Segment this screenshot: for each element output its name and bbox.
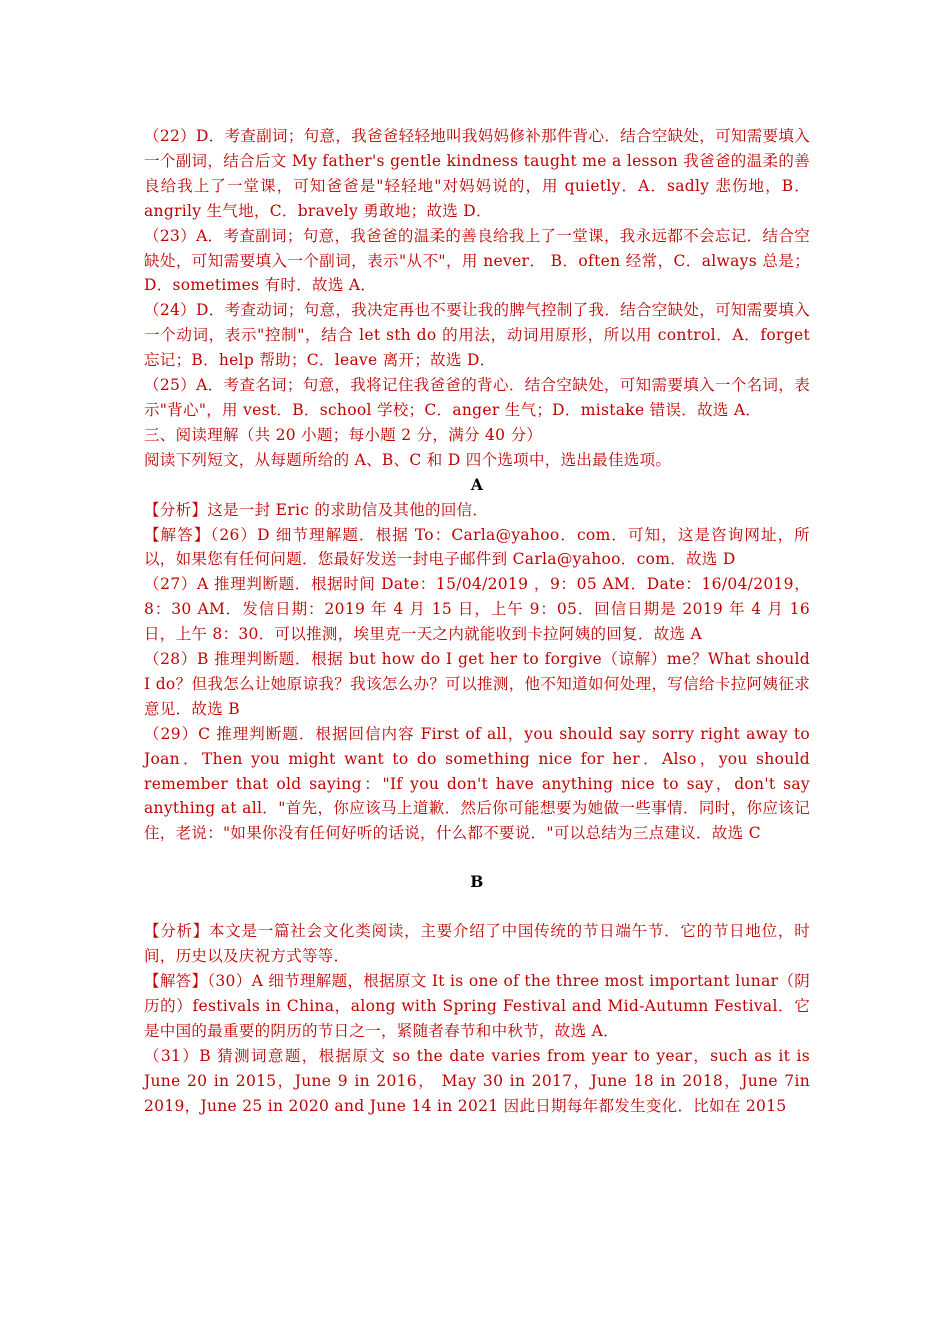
- section-heading: 三、阅读理解（共 20 小题；每小题 2 分，满分 40 分）: [144, 425, 543, 444]
- analysis-b: 【分析】本文是一篇社会文化类阅读，主要介绍了中国传统的节日端午节．它的节日地位，时间，历史以及庆祝方式等等．: [144, 922, 810, 966]
- answer-27: （27）A 推理判断题．根据时间 Date：15/04/2019 ，9：05 AM．Date：16/04/2019，8：30 AM．发信日期：2019 年 4 月 15 日，上午 9：05．回信日期是 2019 年 4 月 16 日，上午 8：30．可以推测，埃里克一天之内就能收到卡拉阿姨的回复．故选 A: [144, 575, 810, 644]
- answer-24: （24）D．考查动词；句意，我决定再也不要让我的脾气控制了我．结合空缺处，可知需要填入一个动词，表示"控制"，结合 let sth do 的用法，动词用原形，所以用 control．A．forget 忘记；B．help 帮助；C．leave 离开；故选 D．: [144, 301, 810, 370]
- section-instruction: 阅读下列短文，从每题所给的 A、B、C 和 D 四个选项中，选出最佳选项。: [144, 450, 672, 469]
- answer-28: （28）B 推理判断题．根据 but how do I get her to forgive（谅解）me？What should I do？但我怎么让她原谅我？我该怎么办？可以推测，他不知道如何处理，写信给卡拉阿姨征求意见．故选 B: [144, 650, 810, 718]
- answer-29: （29）C 推理判断题．根据回信内容 First of all，you should say sorry right away to Joan．Then you might want to do something nice for her．Also，you should remember that old saying："If you don't have anything nice to say，don't say anything at all．"首先，你应该马上道歉．然后你可能想要为她做一些事情．同时，你应该记住，老说："如果你没有任何好听的话说，什么都不要说．"可以总结为三点建议．故选 C: [144, 724, 810, 843]
- answer-30: 【解答】（30）A 细节理解题，根据原文 It is one of the three most important lunar（阴历的）festivals in China，along with Spring Festival and Mid-Autumn Festival．它是中国的最重要的阴历的节日之一，紧随者春节和中秋节，故选 A．: [144, 972, 810, 1040]
- passage-b-heading: B: [470, 872, 484, 892]
- answer-26: 【解答】（26）D 细节理解题．根据 To：Carla@yahoo．com．可知，这是咨询网址，所以，如果您有任何问题．您最好发送一封电子邮件到 Carla@yahoo．com．故选 D: [144, 525, 810, 569]
- spacer: [144, 846, 810, 870]
- spacer: [144, 895, 810, 919]
- analysis-a: 【分析】这是一封 Eric 的求助信及其他的回信．: [144, 500, 489, 519]
- passage-a-heading: A: [470, 474, 484, 494]
- answer-22: （22）D．考查副词；句意，我爸爸轻轻地叫我妈妈修补那件背心．结合空缺处，可知需要填入一个副词，结合后文 My father's gentle kindness taught me a lesson 我爸爸的温柔的善良给我上了一堂课，可知爸爸是"轻轻地"对妈妈说的，用 quietly．A．sadly 悲伤地，B．angrily 生气地，C．bravely 勇敢地；故选 D．: [144, 127, 810, 220]
- answer-25: （25）A．考查名词；句意，我将记住我爸爸的背心．结合空缺处，可知需要填入一个名词，表示"背心"，用 vest．B．school 学校；C．anger 生气；D．mistake 错误．故选 A．: [144, 376, 810, 419]
- document-page: [144, 124, 810, 1118]
- answer-31: （31）B 猜测词意题，根据原文 so the date varies from year to year，such as it is June 20 in 2015，June 9 in 2016， May 30 in 2017，June 18 in 2018，June 7in 2019，June 25 in 2020 and June 14 in 2021 因此日期每年都发生变化．比如在 2015: [144, 1046, 810, 1115]
- answer-23: （23）A．考查副词；句意，我爸爸的温柔的善良给我上了一堂课，我永远都不会忘记．结合空缺处，可知需要填入一个副词，表示"从不"，用 never． B．often 经常，C．always 总是；D．sometimes 有时．故选 A．: [144, 226, 810, 295]
